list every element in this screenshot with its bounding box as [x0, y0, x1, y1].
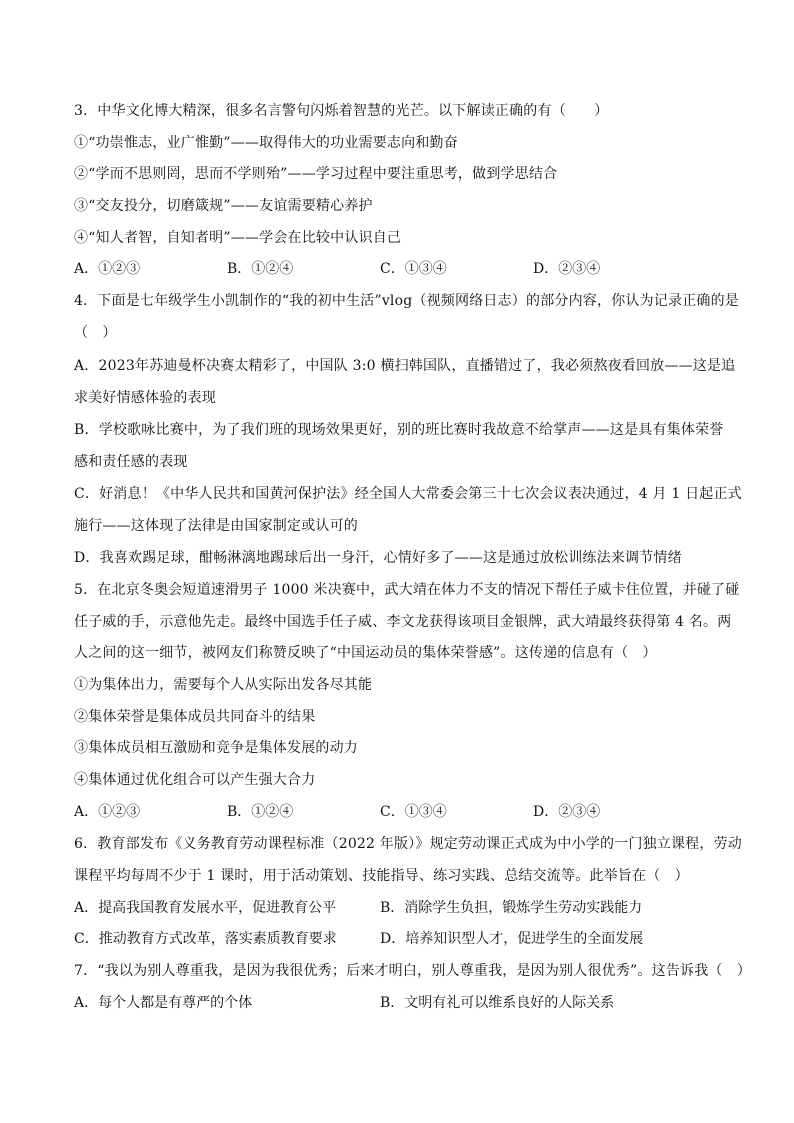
q7-option-a: A．每个人都是有尊严的个体: [74, 995, 253, 1011]
q4-stem-line-1: 4．下面是七年级学生小凯制作的“我的初中生活”vlog（视频网络日志）的部分内容，你认为记录正确的是: [74, 293, 739, 309]
q3-statement-3: ③“交友投分，切磨箴规”——友谊需要精心养护: [74, 198, 373, 214]
q6-option-b: B．消除学生负担，锻炼学生劳动实践能力: [380, 900, 643, 916]
q5-statement-4: ④集体通过优化组合可以产生强大合力: [74, 772, 316, 788]
q7-option-b: B．文明有礼可以维系良好的人际关系: [380, 995, 615, 1011]
q3-statement-2: ②“学而不思则罔，思而不学则殆”——学习过程中要注重思考，做到学思结合: [74, 166, 558, 182]
q5-statement-3: ③集体成员相互激励和竞争是集体发展的动力: [74, 740, 358, 756]
q7-options-row-1: [74, 993, 734, 1013]
q4-option-a-line-2: 求美好情感体验的表现: [74, 390, 216, 406]
q6-options-row-2: [74, 929, 734, 949]
q3-stem: 3．中华文化博大精深，很多名言警句闪烁着智慧的光芒。以下解读正确的有（ ）: [74, 103, 609, 119]
q5-statement-1: ①为集体出力，需要每个人从实际出发各尽其能: [74, 677, 373, 693]
q4-option-a-line-1: A．2023年苏迪曼杯决赛太精彩了，中国队 3:0 横扫韩国队，直播错过了，我必须熬夜看回放——这是追: [74, 358, 736, 374]
q4-option-d: D．我喜欢踢足球，酣畅淋漓地踢球后出一身汗，心情好多了——这是通过放松训练法来调节情绪: [74, 550, 682, 566]
q4-option-b-line-2: 感和责任感的表现: [74, 454, 188, 470]
q5-statement-2: ②集体荣誉是集体成员共同奋斗的结果: [74, 709, 316, 725]
q4-option-b-line-1: B．学校歌咏比赛中，为了我们班的现场效果更好，别的班比赛时我故意不给掌声——这是具有集体荣誉: [74, 422, 724, 438]
q6-option-d: D．培养知识型人才，促进学生的全面发展: [380, 931, 644, 947]
q6-options-row-1: [74, 898, 734, 918]
q5-option-d: D．②③④: [533, 804, 601, 820]
q7-stem: 7．“我以为别人尊重我，是因为我很优秀；后来才明白，别人尊重我，是因为别人很优秀”。这告诉我（ ）: [74, 963, 752, 979]
q3-option-c: C．①③④: [380, 261, 447, 277]
q4-option-c-line-2: 施行——这体现了法律是由国家制定或认可的: [74, 518, 358, 534]
q6-option-c: C．推动教育方式改革，落实素质教育要求: [74, 931, 337, 947]
q5-options: [74, 802, 734, 822]
q3-option-a: A．①②③: [74, 261, 141, 277]
q3-option-b: B．①②④: [227, 261, 294, 277]
q5-option-c: C．①③④: [380, 804, 447, 820]
q6-stem-line-1: 6．教育部发布《义务教育劳动课程标准（2022 年版）》规定劳动课正式成为中小学的一门独立课程，劳动: [74, 836, 742, 852]
q3-statement-1: ①“功崇惟志，业广惟勤”——取得伟大的功业需要志向和勤奋: [74, 135, 458, 151]
q5-stem-line-2: 任子威的手，示意他先走。最终中国选手任子威、李文龙获得该项目金银牌，武大靖最终获得第 4 名。两: [74, 614, 732, 630]
q4-stem-line-2: （ ）: [74, 325, 117, 341]
q3-options: [74, 259, 734, 279]
q6-option-a: A．提高我国教育发展水平，促进教育公平: [74, 900, 337, 916]
q6-stem-line-2: 课程平均每周不少于 1 课时，用于活动策划、技能指导、练习实践、总结交流等。此举旨在（ ）: [74, 868, 689, 884]
q5-option-b: B．①②④: [227, 804, 294, 820]
q3-statement-4: ④“知人者智，自知者明”——学会在比较中认识自己: [74, 230, 402, 246]
q5-option-a: A．①②③: [74, 804, 141, 820]
q5-stem-line-3: 人之间的这一细节，被网友们称赞反映了“中国运动员的集体荣誉感”。这传递的信息有（ ）: [74, 645, 657, 661]
q3-option-d: D．②③④: [533, 261, 601, 277]
q5-stem-line-1: 5．在北京冬奥会短道速滑男子 1000 米决赛中，武大靖在体力不支的情况下帮任子威卡住位置，并碰了碰: [74, 582, 740, 598]
q4-option-c-line-1: C．好消息！《中华人民共和国黄河保护法》经全国人大常委会第三十七次会议表决通过，4 月 1 日起正式: [74, 486, 742, 502]
